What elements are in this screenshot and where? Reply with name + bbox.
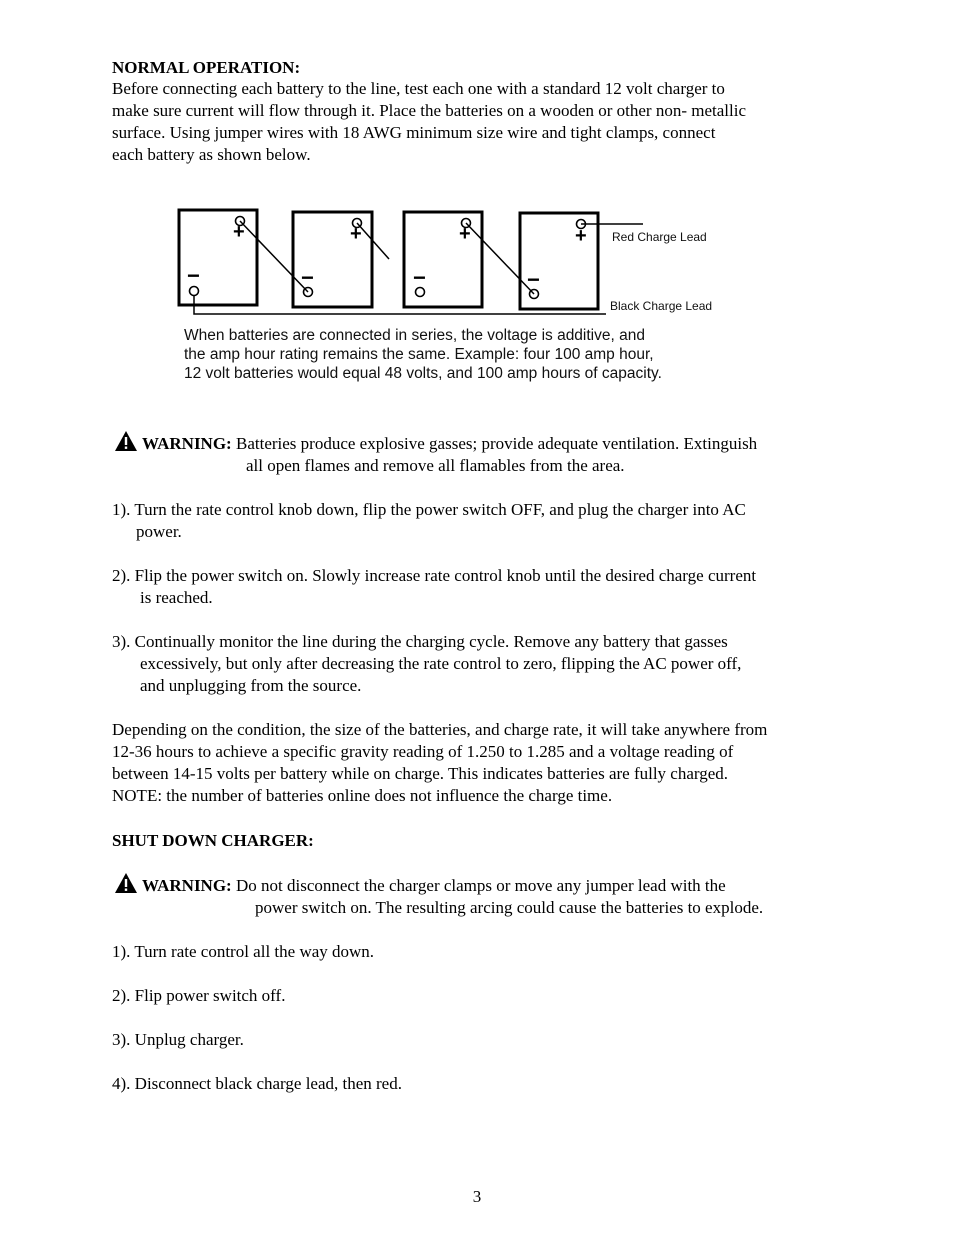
depending-line-4: NOTE: the number of batteries online does not influence the charge time. <box>112 786 613 805</box>
shutdown-step-3: 3). Unplug charger. <box>112 1030 244 1049</box>
diagram-caption-line-2: the amp hour rating remains the same. Example: four 100 amp hour, <box>184 346 654 363</box>
warning-2-label: WARNING: <box>142 876 232 895</box>
warning-1-line-2: all open flames and remove all flamables from the area. <box>246 456 625 475</box>
depending-line-1: Depending on the condition, the size of the batteries, and charge rate, it will take anywhere from <box>112 720 768 739</box>
black-charge-lead-label: Black Charge Lead <box>610 299 713 313</box>
shutdown-heading: SHUT DOWN CHARGER: <box>112 831 314 850</box>
step-3-line-2: excessively, but only after decreasing the rate control to zero, flipping the AC power off, <box>140 654 742 673</box>
minus-sign-2: − <box>301 265 314 290</box>
minus-sign-3: − <box>413 265 426 290</box>
step-1-line-2: power. <box>136 522 182 541</box>
battery-1 <box>179 210 257 305</box>
intro-line-4: each battery as shown below. <box>112 145 311 164</box>
plus-sign-4: + <box>575 225 587 247</box>
intro-line-3: surface. Using jumper wires with 18 AWG minimum size wire and tight clamps, connect <box>112 123 716 142</box>
jumper-wire-3 <box>466 223 534 294</box>
intro-line-2: make sure current will flow through it. Place the batteries on a wooden or other non- metallic <box>112 101 746 120</box>
step-1-line-1: 1). Turn the rate control knob down, flip the power switch OFF, and plug the charger into AC <box>112 500 746 519</box>
shutdown-step-4: 4). Disconnect black charge lead, then red. <box>112 1074 402 1093</box>
step-2-line-1: 2). Flip the power switch on. Slowly increase rate control knob until the desired charge current <box>112 566 757 585</box>
normal-operation-heading: NORMAL OPERATION: <box>112 58 301 77</box>
red-charge-lead-label: Red Charge Lead <box>612 230 707 244</box>
warning-2-text: Do not disconnect the charger clamps or move any jumper lead with the <box>235 876 726 895</box>
depending-line-3: between 14-15 volts per battery while on charge. This indicates batteries are fully charged. <box>112 764 729 783</box>
depending-line-2: 12-36 hours to achieve a specific gravity reading of 1.250 to 1.285 and a voltage reading of <box>112 742 734 761</box>
diagram-caption-line-3: 12 volt batteries would equal 48 volts, and 100 amp hours of capacity. <box>184 365 662 382</box>
diagram-caption-line-1: When batteries are connected in series, the voltage is additive, and <box>184 327 645 344</box>
step-3-line-1: 3). Continually monitor the line during the charging cycle. Remove any battery that gasses <box>112 632 728 651</box>
shutdown-step-2: 2). Flip power switch off. <box>112 986 286 1005</box>
plus-sign-3: + <box>459 223 471 245</box>
warning-triangle-icon <box>114 872 138 894</box>
warning-1-line-1 <box>142 433 757 455</box>
minus-sign-1: − <box>187 263 200 288</box>
plus-sign-2: + <box>350 223 362 245</box>
warning-1-label: WARNING: <box>142 434 232 453</box>
minus-sign-4: − <box>527 267 540 292</box>
warning-2-line-2: power switch on. The resulting arcing could cause the batteries to explode. <box>255 898 764 917</box>
step-2-line-2: is reached. <box>140 588 213 607</box>
plus-sign-1: + <box>233 221 245 243</box>
step-3-line-3: and unplugging from the source. <box>140 676 362 695</box>
jumper-wire-1 <box>240 221 308 292</box>
page-number: 3 <box>472 1187 482 1206</box>
warning-triangle-icon <box>114 430 138 452</box>
warning-2-line-1 <box>142 875 726 897</box>
warning-1-text: Batteries produce explosive gasses; provide adequate ventilation. Extinguish <box>235 434 758 453</box>
shutdown-step-1: 1). Turn rate control all the way down. <box>112 942 375 961</box>
intro-line-1: Before connecting each battery to the line, test each one with a standard 12 volt charger to <box>112 79 725 98</box>
